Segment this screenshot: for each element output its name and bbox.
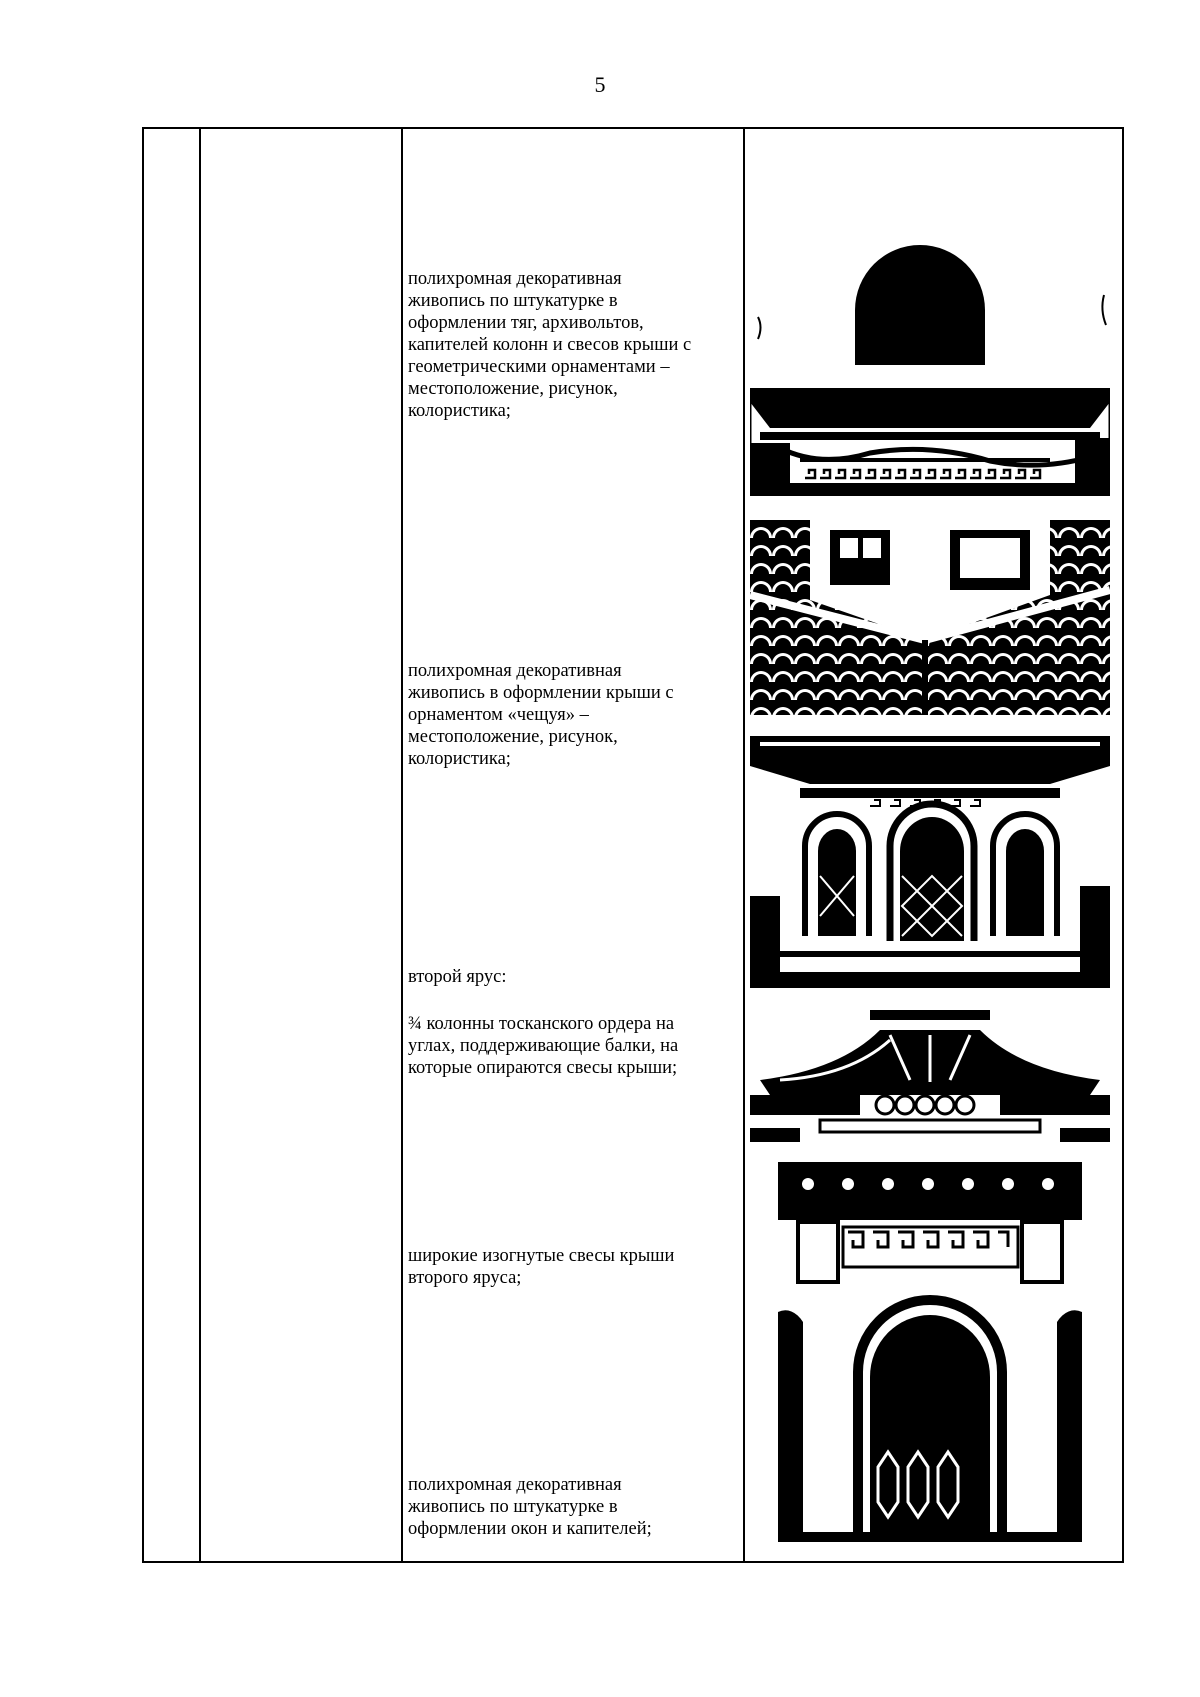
description-scale-roof: полихромная декоративная живопись в оформлении крыши с орнаментом «чещуя» – местоположение, рисунок, колористика; xyxy=(408,661,674,769)
table-divider-2 xyxy=(401,129,403,1561)
scale-roof-photo xyxy=(750,520,1110,715)
description-tuscan-columns: ¾ колонны тосканского ордера на углах, поддерживающие балки, на которые опираются свесы крыши; xyxy=(408,1014,679,1078)
arched-door-photo xyxy=(778,1162,1082,1542)
table-divider-3 xyxy=(743,129,745,1561)
arch-window-photo xyxy=(750,235,1112,365)
description-curved-eaves: широкие изогнутые свесы крыши второго яруса; xyxy=(408,1246,675,1288)
description-windows-capitals: полихромная декоративная живопись по штукатурке в оформлении окон и капителей; xyxy=(408,1475,652,1539)
meander-cornice-photo xyxy=(750,388,1110,496)
curved-eaves-photo xyxy=(750,1010,1110,1142)
arched-windows-photo xyxy=(750,736,1110,988)
description-painting-cornice: полихромная декоративная живопись по штукатурке в оформлении тяг, архивольтов, капителей колонн и свесов крыши с геометрическими орнаментами – местоположение, рисунок, колористика; xyxy=(408,269,692,421)
description-second-tier: второй ярус: xyxy=(408,967,507,987)
table-divider-1 xyxy=(199,129,201,1561)
page-number: 5 xyxy=(594,72,606,97)
